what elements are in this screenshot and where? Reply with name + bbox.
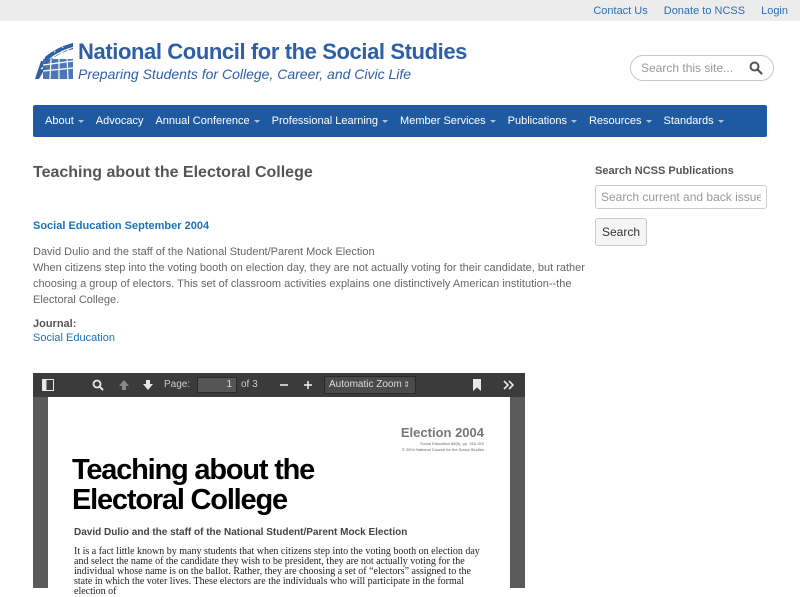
pdf-section-heading: Election 2004	[400, 425, 484, 440]
site-search-input[interactable]	[641, 61, 745, 75]
sidebar-toggle-icon[interactable]	[40, 377, 56, 393]
caret-down-icon	[718, 120, 724, 123]
zoom-select[interactable]	[324, 376, 416, 394]
nav-publications[interactable]	[508, 115, 577, 127]
caret-down-icon	[646, 120, 652, 123]
caret-down-icon	[490, 120, 496, 123]
donate-link[interactable]: Donate to NCSS	[663, 4, 746, 17]
contact-us-link[interactable]: Contact Us	[593, 4, 648, 17]
pdf-body-text: It is a fact little known by many students that when citizens step into the voting booth on election day and select the name of the candidate they wish to be president, they are not actually voting for the individual whose name is on the ballot. Rather, they are choosing a set of “electors” assigned to the state in which the voter lives. These electors are the individuals who will participate in the formal election of	[74, 546, 480, 597]
nav-annual-conference[interactable]	[155, 115, 259, 127]
nav-label: About	[45, 115, 74, 127]
logo-tagline: Preparing Students for College, Career, and Civic Life	[78, 66, 412, 82]
nav-label: Standards	[663, 115, 714, 127]
tools-menu-icon[interactable]	[501, 377, 517, 393]
zoom-value: Automatic Zoom	[329, 379, 402, 390]
find-icon[interactable]	[90, 377, 106, 393]
nav-advocacy[interactable]	[96, 115, 144, 127]
pdf-title-line: Teaching about the	[72, 454, 315, 486]
nav-about[interactable]	[45, 115, 84, 127]
site-header	[0, 21, 800, 105]
nav-standards[interactable]	[664, 115, 724, 127]
nav-member-services[interactable]	[400, 115, 496, 127]
pdf-toolbar	[33, 373, 525, 397]
article-abstract	[33, 244, 593, 308]
main-nav	[33, 105, 767, 137]
caret-down-icon	[78, 120, 84, 123]
bookmark-icon[interactable]	[469, 377, 485, 393]
journal-label: Journal:	[33, 318, 77, 330]
pdf-viewer	[33, 373, 525, 597]
pdf-citation: Social Education 68(5), pp. 316-320	[420, 441, 484, 446]
nav-label: Publications	[507, 115, 567, 127]
logo-title: National Council for the Social Studies	[78, 39, 468, 64]
next-page-icon[interactable]	[140, 377, 156, 393]
caret-down-icon	[254, 120, 260, 123]
page-label: Page:	[164, 379, 191, 390]
article	[33, 160, 593, 344]
nav-label: Member Services	[400, 115, 486, 127]
nav-label: Professional Learning	[271, 115, 379, 127]
search-button[interactable]: Search	[595, 218, 647, 246]
nav-resources[interactable]	[589, 115, 652, 127]
page-count: of 3	[241, 379, 258, 390]
pdf-copyright: © 2004 National Council for the Social Studies	[401, 447, 484, 452]
chevron-updown-icon: ⇕	[403, 380, 410, 389]
nav-label: Advocacy	[95, 115, 144, 127]
sidebar-title: Search NCSS Publications	[595, 165, 734, 177]
zoom-out-icon[interactable]	[276, 377, 292, 393]
nav-label: Resources	[588, 115, 642, 127]
nav-label: Annual Conference	[155, 115, 250, 127]
pdf-title	[72, 455, 314, 515]
publications-search	[595, 165, 767, 246]
previous-page-icon[interactable]	[116, 377, 132, 393]
article-summary: When citizens step into the voting booth on election day, they are not actually voting for their candidate, but rather choosing a group of electors. This set of classroom activities explains one distinctively American institution--the Electoral College.	[33, 262, 585, 306]
globe-logo-icon	[33, 39, 75, 81]
issue-link[interactable]: Social Education September 2004	[33, 220, 210, 232]
journal-link[interactable]: Social Education	[33, 332, 115, 344]
zoom-in-icon[interactable]	[300, 377, 316, 393]
site-logo[interactable]	[33, 39, 467, 83]
login-link[interactable]: Login	[761, 4, 788, 17]
page-number-input[interactable]: 1	[197, 377, 237, 393]
publications-search-input[interactable]	[595, 185, 767, 209]
utility-bar	[0, 0, 800, 21]
caret-down-icon	[382, 120, 388, 123]
site-search	[630, 55, 774, 81]
nav-professional-learning[interactable]	[272, 115, 388, 127]
page-title: Teaching about the Electoral College	[33, 164, 313, 181]
article-authors: David Dulio and the staff of the National Student/Parent Mock Election	[33, 246, 375, 258]
caret-down-icon	[571, 120, 577, 123]
pdf-authors: David Dulio and the staff of the National Student/Parent Mock Election	[74, 527, 408, 538]
search-icon[interactable]	[749, 61, 763, 75]
pdf-page	[48, 397, 510, 597]
pdf-title-line: Electoral College	[72, 484, 287, 516]
